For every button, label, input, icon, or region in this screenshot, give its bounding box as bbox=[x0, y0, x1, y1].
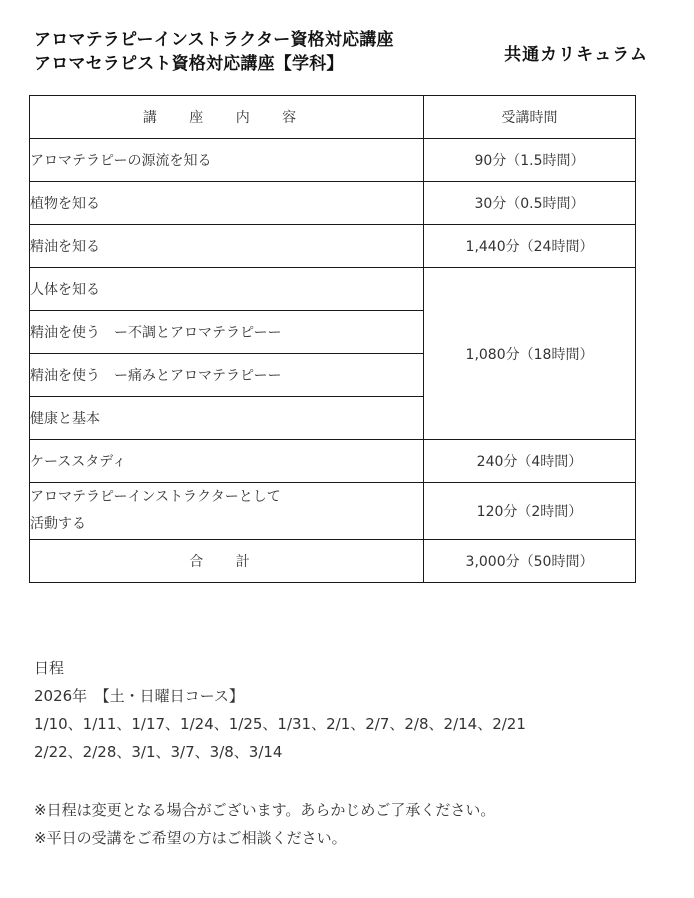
time-cell: 120分（2時間） bbox=[424, 483, 636, 540]
course-cell: 精油を使う ー痛みとアロマテラピーー bbox=[30, 354, 424, 397]
schedule-course-line: 2026年 【土・日曜日コース】 bbox=[34, 687, 244, 705]
total-time: 3,000分（50時間） bbox=[424, 540, 636, 583]
course-cell: ケーススタディ bbox=[30, 440, 424, 483]
table-row bbox=[30, 139, 636, 182]
course-cell: 人体を知る bbox=[30, 268, 424, 311]
table-row bbox=[30, 225, 636, 268]
note-weekday-consult: ※平日の受講をご希望の方はご相談ください。 bbox=[34, 829, 347, 847]
schedule-dates-line: 2/22、2/28、3/1、3/7、3/8、3/14 bbox=[34, 743, 283, 761]
course-cell: 健康と基本 bbox=[30, 397, 424, 440]
table-header-row bbox=[30, 96, 636, 139]
title-block bbox=[34, 28, 394, 76]
schedule-section bbox=[34, 654, 526, 766]
notes-section bbox=[34, 796, 495, 852]
time-cell-merged: 1,080分（18時間） bbox=[424, 268, 636, 440]
time-cell: 90分（1.5時間） bbox=[424, 139, 636, 182]
schedule-dates-line: 1/10、1/11、1/17、1/24、1/25、1/31、2/1、2/7、2/8、2/14、2/21 bbox=[34, 715, 526, 733]
course-cell: アロマテラピーの源流を知る bbox=[30, 139, 424, 182]
table-row bbox=[30, 182, 636, 225]
curriculum-table bbox=[29, 95, 636, 583]
time-cell: 1,440分（24時間） bbox=[424, 225, 636, 268]
common-curriculum-title: 共通カリキュラム bbox=[504, 45, 648, 65]
course-title-therapist: アロマセラピスト資格対応講座【学科】 bbox=[34, 54, 344, 74]
schedule-heading: 日程 bbox=[34, 659, 65, 677]
course-cell bbox=[30, 483, 424, 540]
table-total-row bbox=[30, 540, 636, 583]
total-label: 合 計 bbox=[30, 540, 424, 583]
course-cell-line: アロマテラピーインストラクターとして bbox=[30, 489, 281, 505]
header-course-content: 講 座 内 容 bbox=[30, 96, 424, 139]
course-title-instructor: アロマテラピーインストラクター資格対応講座 bbox=[34, 30, 394, 50]
course-cell: 植物を知る bbox=[30, 182, 424, 225]
table-row bbox=[30, 440, 636, 483]
table-row bbox=[30, 268, 636, 311]
course-cell: 精油を知る bbox=[30, 225, 424, 268]
time-cell: 30分（0.5時間） bbox=[424, 182, 636, 225]
time-cell: 240分（4時間） bbox=[424, 440, 636, 483]
course-cell-line: 活動する bbox=[30, 516, 86, 532]
course-cell: 精油を使う ー不調とアロマテラピーー bbox=[30, 311, 424, 354]
header-lecture-time: 受講時間 bbox=[424, 96, 636, 139]
note-schedule-change: ※日程は変更となる場合がございます。あらかじめご了承ください。 bbox=[34, 801, 496, 819]
table-row bbox=[30, 483, 636, 540]
